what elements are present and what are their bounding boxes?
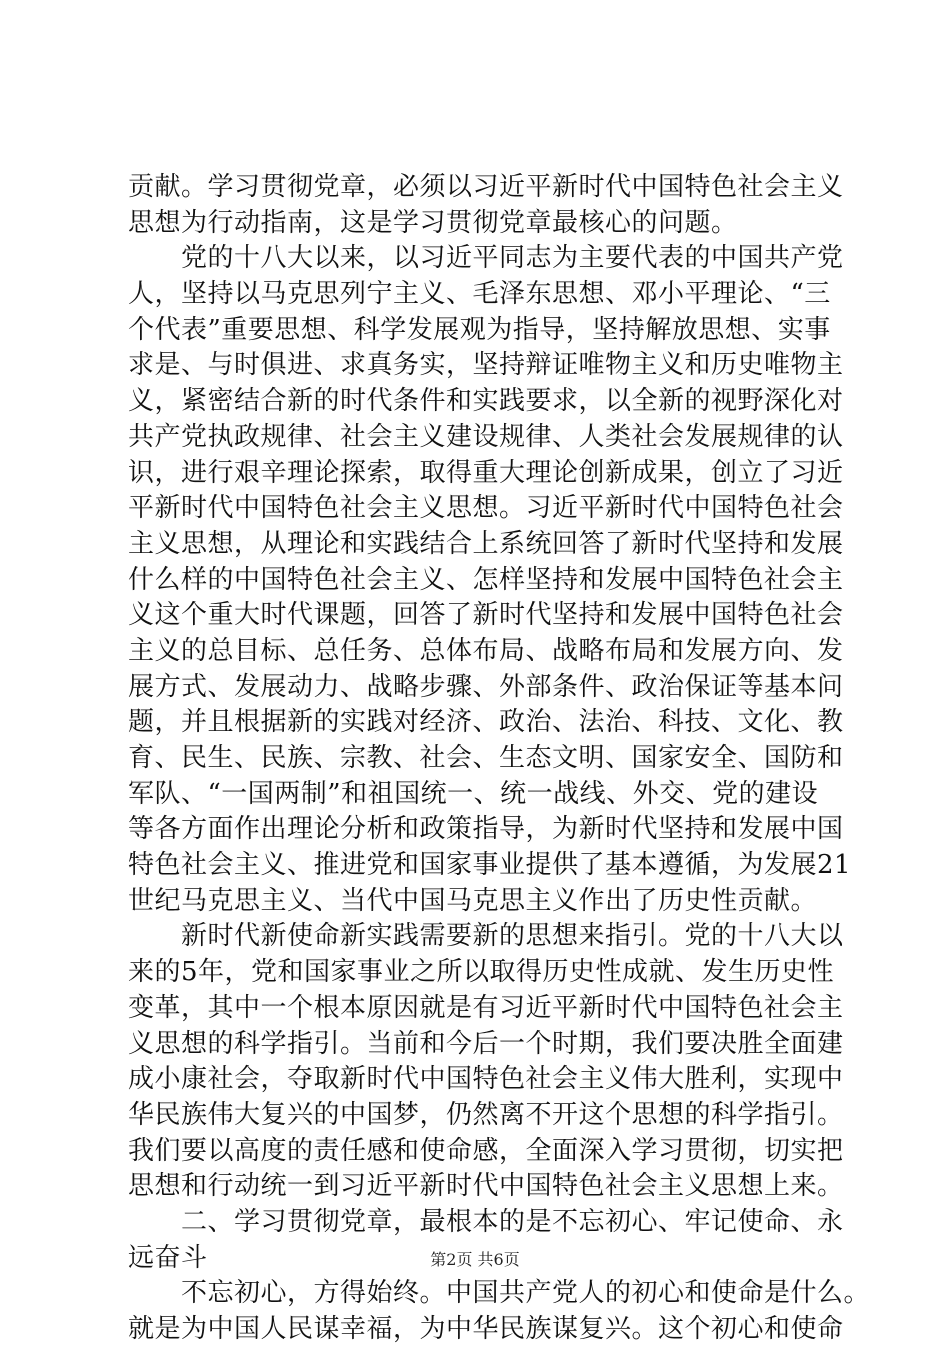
text-line: 个代表”重要思想、科学发展观为指导，坚持解放思想、实事 xyxy=(128,314,831,345)
text-line: 党的十八大以来，以习近平同志为主要代表的中国共产党 xyxy=(128,243,844,274)
text-line: 来的5年，党和国家事业之所以取得历史性成就、发生历史性 xyxy=(128,957,835,988)
text-line: 成小康社会，夺取新时代中国特色社会主义伟大胜利，实现中 xyxy=(128,1064,844,1095)
text-line: 主义的总目标、总任务、总体布局、战略布局和发展方向、发 xyxy=(128,635,844,666)
text-line: 人，坚持以马克思列宁主义、毛泽东思想、邓小平理论、“三 xyxy=(128,279,831,310)
text-line: 题，并且根据新的实践对经济、政治、法治、科技、文化、教 xyxy=(128,707,844,738)
text-line: 育、民生、民族、宗教、社会、生态文明、国家安全、国防和 xyxy=(128,743,844,773)
text-line: 展方式、发展动力、战略步骤、外部条件、政治保证等基本问 xyxy=(128,671,844,702)
text-line: 求是、与时俱进、求真务实，坚持辩证唯物主义和历史唯物主 xyxy=(128,350,844,381)
text-line: 主义思想，从理论和实践结合上系统回答了新时代坚持和发展 xyxy=(128,528,844,559)
text-line: 新时代新使命新实践需要新的思想来指引。党的十八大以 xyxy=(128,921,844,952)
text-line: 我们要以高度的责任感和使命感，全面深入学习贯彻，切实把 xyxy=(128,1135,844,1166)
text-line: 平新时代中国特色社会主义思想。习近平新时代中国特色社会 xyxy=(128,493,844,524)
text-line: 就是为中国人民谋幸福，为中华民族谋复兴。这个初心和使命 xyxy=(128,1314,844,1344)
text-line: 思想和行动统一到习近平新时代中国特色社会主义思想上来。 xyxy=(128,1171,844,1202)
section-heading-line: 二、学习贯彻党章，最根本的是不忘初心、牢记使命、永 xyxy=(128,1206,844,1237)
text-line: 识，进行艰辛理论探索，取得重大理论创新成果，创立了习近 xyxy=(128,457,844,488)
text-line: 什么样的中国特色社会主义、怎样坚持和发展中国特色社会主 xyxy=(128,564,844,595)
text-line: 义，紧密结合新的时代条件和实践要求，以全新的视野深化对 xyxy=(128,386,844,417)
text-line: 等各方面作出理论分析和政策指导，为新时代坚持和发展中国 xyxy=(128,814,844,845)
text-line: 军队、“一国两制”和祖国统一、统一战线、外交、党的建设 xyxy=(128,778,819,809)
text-line: 华民族伟大复兴的中国梦，仍然离不开这个思想的科学指引。 xyxy=(128,1099,844,1130)
body-text xyxy=(128,170,871,1348)
section-heading-line: 远奋斗 xyxy=(128,1242,208,1273)
text-line: 世纪马克思主义、当代中国马克思主义作出了历史性贡献。 xyxy=(128,885,818,916)
text-line: 特色社会主义、推进党和国家事业提供了基本遵循，为发展21 xyxy=(128,850,852,881)
text-line: 义这个重大时代课题，回答了新时代坚持和发展中国特色社会 xyxy=(128,600,844,631)
text-line: 变革，其中一个根本原因就是有习近平新时代中国特色社会主 xyxy=(128,992,844,1023)
page-number-footer: 第2页 共6页 xyxy=(430,1250,520,1269)
text-line: 贡献。学习贯彻党章，必须以习近平新时代中国特色社会主义 xyxy=(128,172,844,202)
text-line: 共产党执政规律、社会主义建设规律、人类社会发展规律的认 xyxy=(128,421,844,452)
text-line: 义思想的科学指引。当前和今后一个时期，我们要决胜全面建 xyxy=(128,1028,844,1059)
text-line: 不忘初心，方得始终。中国共产党人的初心和使命是什么。 xyxy=(128,1278,871,1309)
text-line: 思想为行动指南，这是学习贯彻党章最核心的问题。 xyxy=(128,207,738,238)
